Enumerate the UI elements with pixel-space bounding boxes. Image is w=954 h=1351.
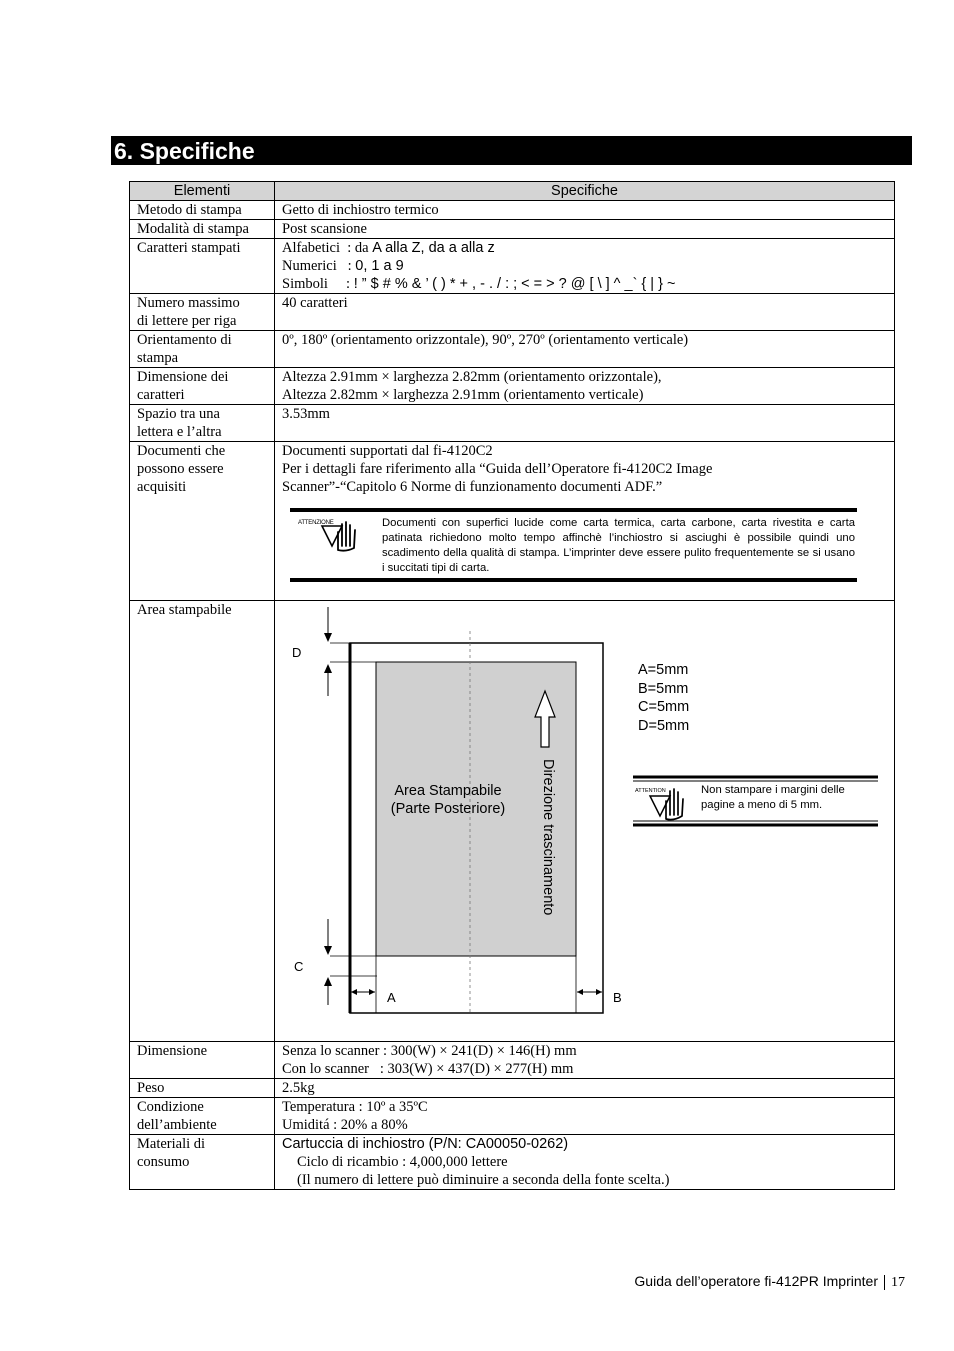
margin-c: C=5mm xyxy=(638,699,690,715)
table-row xyxy=(130,201,895,220)
value-line: Per i dettagli fare riferimento alla “Guida dell’Operatore fi-4120C2 Image xyxy=(282,461,713,477)
attention-text: Documenti con superfici lucide come carta termica, carta carbone, carta rivestita e carta patinata richiedono molto tempo affinchè l’inchiostro si asciughi è possibile quindi uno scadimento della qualità di stampa. L’imprinter deve essere pulito frequentemente se si usano i succitati tipi di carta. xyxy=(382,517,855,574)
row-label xyxy=(130,405,275,442)
margin-a: A=5mm xyxy=(638,662,689,678)
spec-table xyxy=(129,181,895,1190)
c-arrowhead-up xyxy=(324,977,332,986)
label-line: Materiali di xyxy=(137,1136,206,1152)
area-label-line-1: Area Stampabile xyxy=(394,783,502,799)
row-label xyxy=(130,331,275,368)
table-row xyxy=(130,220,895,239)
section-header-bar xyxy=(111,136,912,165)
label-line: Documenti che xyxy=(137,443,226,459)
row-value xyxy=(275,1042,895,1079)
d-arrowhead-up xyxy=(324,664,332,673)
attention-note xyxy=(290,508,857,582)
table-row xyxy=(130,1098,895,1135)
row-value: 3.53mm xyxy=(275,405,895,442)
a-arrowhead-right xyxy=(369,989,375,995)
row-value: 0º, 180º (orientamento orizzontale), 90º, 270º (orientamento verticale) xyxy=(275,331,895,368)
row-label: Area stampabile xyxy=(130,601,275,1042)
row-value: Getto di inchiostro termico xyxy=(275,201,895,220)
label-line: caratteri xyxy=(137,387,185,403)
label-line: acquisiti xyxy=(137,479,187,495)
value-line: (Il numero di lettere può diminuire a seconda della fonte scelta.) xyxy=(297,1172,670,1188)
label-c: C xyxy=(294,959,304,974)
row-value xyxy=(275,601,895,1042)
d-arrowhead-down xyxy=(324,633,332,642)
b-arrowhead-right xyxy=(596,989,602,995)
row-value: 40 caratteri xyxy=(275,294,895,331)
note-bottom-rule xyxy=(290,578,857,582)
attention-hand-icon xyxy=(298,516,362,557)
label-line: Spazio tra una xyxy=(137,406,220,422)
label-line: Condizione xyxy=(137,1099,204,1115)
margin-b: B=5mm xyxy=(638,681,689,697)
row-label xyxy=(130,1135,275,1190)
simboli-label: Simboli : xyxy=(282,276,351,292)
row-value: Post scansione xyxy=(275,220,895,239)
row-label xyxy=(130,442,275,601)
header-specifiche: Specifiche xyxy=(275,182,895,201)
feed-direction-label: Direzione trascinamento xyxy=(540,759,556,916)
value-line: Ciclo di ricambio : 4,000,000 lettere xyxy=(297,1154,508,1170)
label-b: B xyxy=(613,990,622,1005)
label-line: di lettere per riga xyxy=(137,313,237,329)
alfabetici-value: A alla Z, da a alla z xyxy=(372,240,495,256)
table-row xyxy=(130,239,895,294)
attention-label: ATTENZIONE xyxy=(298,520,334,526)
page-footer xyxy=(0,1273,905,1291)
row-label: Caratteri stampati xyxy=(130,239,275,294)
value-line: Con lo scanner : 303(W) × 437(D) × 277(H) mm xyxy=(282,1061,574,1077)
section-title: 6. Specifiche xyxy=(114,138,255,164)
label-line: dell’ambiente xyxy=(137,1117,217,1133)
row-label: Dimensione xyxy=(130,1042,275,1079)
table-row xyxy=(130,405,895,442)
area-label-line-2: (Parte Posteriore) xyxy=(390,801,506,817)
a-arrowhead-left xyxy=(351,989,357,995)
row-label: Peso xyxy=(130,1079,275,1098)
row-label xyxy=(130,1098,275,1135)
table-row xyxy=(130,1042,895,1079)
table-row xyxy=(130,1079,895,1098)
table-row xyxy=(130,331,895,368)
value-line: Senza lo scanner : 300(W) × 241(D) × 146(H) mm xyxy=(282,1043,577,1059)
label-d: D xyxy=(292,645,302,660)
header-elementi: Elementi xyxy=(130,182,275,201)
value-line: Scanner”-“Capitolo 6 Norme di funzionamento documenti ADF.” xyxy=(282,479,663,495)
row-label: Metodo di stampa xyxy=(130,201,275,220)
row-label xyxy=(130,294,275,331)
row-value xyxy=(275,368,895,405)
label-line: lettera e l’altra xyxy=(137,424,222,440)
footer-title: Guida dell’operatore fi-412PR Imprinter xyxy=(634,1273,878,1289)
label-line: Orientamento di xyxy=(137,332,232,348)
label-line: consumo xyxy=(137,1154,190,1170)
margin-d: D=5mm xyxy=(638,718,690,734)
row-value xyxy=(275,239,895,294)
row-value xyxy=(275,1135,895,1190)
table-row xyxy=(130,1135,895,1190)
label-line: Numero massimo xyxy=(137,295,240,311)
value-line: Documenti supportati dal fi-4120C2 xyxy=(282,443,493,459)
margin-note-text: Non stampare i margini delle pagine a meno di 5 mm. xyxy=(701,784,845,811)
table-header-row xyxy=(130,182,895,201)
alfabetici-label: Alfabetici : da xyxy=(282,240,369,256)
value-line: Altezza 2.82mm × larghezza 2.91mm (orientamento verticale) xyxy=(282,387,644,403)
row-label: Modalità di stampa xyxy=(130,220,275,239)
printable-area-diagram xyxy=(275,601,894,1041)
label-line: possono essere xyxy=(137,461,224,477)
c-arrowhead-down xyxy=(324,946,332,955)
label-line: Dimensione dei xyxy=(137,369,229,385)
row-label xyxy=(130,368,275,405)
label-line: stampa xyxy=(137,350,179,366)
table-row xyxy=(130,294,895,331)
page-number: 17 xyxy=(884,1275,905,1290)
row-value xyxy=(275,442,895,601)
simboli-value: ! ” $ # % & ’ ( ) * + , - . / : ; < = > ? @ [ \ ] ^ _` { | } ~ xyxy=(353,276,676,292)
row-value xyxy=(275,1098,895,1135)
numerici-value: 0, 1 a 9 xyxy=(355,258,404,274)
value-line: Temperatura : 10º a 35ºC xyxy=(282,1099,428,1115)
row-value: 2.5kg xyxy=(275,1079,895,1098)
value-line: Cartuccia di inchiostro (P/N: CA00050-0262) xyxy=(282,1136,569,1152)
b-arrowhead-left xyxy=(577,989,583,995)
value-line: Altezza 2.91mm × larghezza 2.82mm (orientamento orizzontale), xyxy=(282,369,662,385)
label-a: A xyxy=(387,990,396,1005)
numerici-label: Numerici : xyxy=(282,258,352,274)
margin-note-label: ATTENTION xyxy=(635,788,666,794)
table-row xyxy=(130,601,895,1042)
attention-hand-icon xyxy=(635,788,683,820)
value-line: Umiditá : 20% a 80% xyxy=(282,1117,408,1133)
table-row xyxy=(130,442,895,601)
table-row xyxy=(130,368,895,405)
